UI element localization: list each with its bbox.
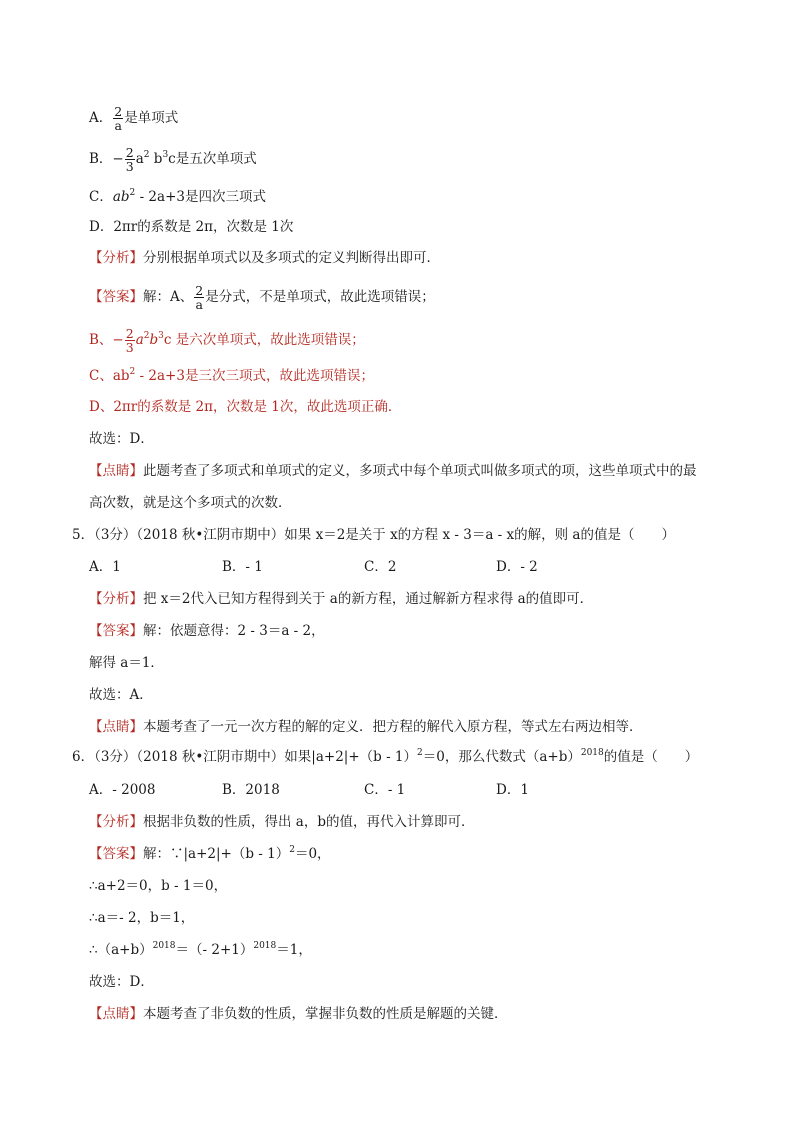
- q6-option-a: A．- 2008: [89, 782, 156, 798]
- q5-option-a: A．1: [89, 559, 121, 575]
- fraction: [125, 327, 135, 354]
- q6-answer: [89, 845, 331, 863]
- option-a: [89, 105, 178, 132]
- answer-text: 解：依题意得：2 - 3＝a - 2，: [143, 623, 325, 639]
- exponent: 2018: [580, 748, 604, 758]
- analysis-tag: 【分析】: [89, 814, 143, 830]
- q6-comment: [89, 1005, 508, 1023]
- q5-choose: 故选：A．: [89, 687, 153, 703]
- q5-analysis: [89, 590, 593, 608]
- term-b: b: [149, 332, 159, 348]
- fraction-numerator: 2: [125, 145, 134, 160]
- option-label: D．: [89, 219, 114, 235]
- comment-text: 本题考查了非负数的性质，掌握非负数的性质是解题的关键．: [143, 1006, 508, 1022]
- q5-option-c: C．2: [364, 559, 397, 575]
- fraction: [194, 284, 204, 311]
- option-text: 是五次单项式: [175, 151, 257, 167]
- line-text: - 2a+3是三次三项式，故此选项错误；: [135, 368, 374, 384]
- answer-tag: 【答案】: [89, 846, 143, 862]
- option-text: 2πr的系数是 2π，次数是 1次: [113, 219, 294, 235]
- fraction-numerator: 2: [114, 104, 123, 119]
- analysis-text: 把 x＝2代入已知方程得到关于 a的新方程，通过解新方程求得 a的值即可．: [143, 591, 594, 607]
- step-part: ＝1，: [276, 942, 312, 958]
- exponent: 2: [289, 845, 295, 855]
- expression: ab: [112, 189, 130, 205]
- analysis-text: 分别根据单项式以及多项式的定义判断得出即可．: [143, 250, 440, 266]
- q5-comment: [89, 718, 643, 736]
- term-c: c: [168, 151, 176, 167]
- fraction-numerator: 2: [195, 283, 204, 298]
- step-part: ∴（a+b）: [89, 942, 153, 958]
- fraction-denominator: a: [114, 118, 122, 133]
- stem-part: ＝0，那么代数式（a+b）: [422, 749, 581, 765]
- comment-text: 此题考查了多项式和单项式的定义，多项式中每个单项式叫做多项式的项，这些单项式中的最: [143, 463, 697, 479]
- comment-block: [89, 462, 697, 480]
- option-label: B．: [89, 151, 113, 167]
- term-b: b: [153, 151, 163, 167]
- option-b: [89, 146, 257, 173]
- minus-sign: −: [112, 151, 124, 167]
- q5-answer: [89, 622, 325, 640]
- fraction-denominator: a: [195, 297, 203, 312]
- q6-step-2: ∴a＝- 2，b＝1，: [89, 910, 195, 926]
- line-text: c 是六次单项式，故此选项错误；: [163, 332, 365, 348]
- answer-lead: 解：A、: [143, 289, 194, 305]
- answer-line-c: [89, 367, 374, 385]
- q5-option-d: D．- 2: [496, 559, 538, 575]
- fraction-numerator: 2: [125, 326, 134, 341]
- question-5-options: [0, 558, 794, 576]
- line-head: C、ab: [89, 368, 130, 384]
- answer-line-b: [89, 327, 365, 354]
- option-label: C．: [89, 189, 113, 205]
- answer-block: [89, 284, 435, 311]
- answer-tag: 【答案】: [89, 289, 143, 305]
- fraction: [113, 105, 123, 132]
- answer-line-d: D、2πr的系数是 2π，次数是 1次，故此选项正确．: [89, 399, 402, 415]
- comment-tag: 【点睛】: [89, 1006, 143, 1022]
- q6-step-1: ∴a+2＝0，b - 1＝0，: [89, 878, 228, 894]
- comment-continued: 高次数，就是这个多项式的次数．: [89, 495, 292, 511]
- q6-choose: 故选：D．: [89, 974, 154, 990]
- analysis-tag: 【分析】: [89, 591, 143, 607]
- choose-line: 故选：D．: [89, 431, 154, 447]
- exponent: 3: [162, 150, 169, 160]
- option-text: 是单项式: [124, 110, 179, 126]
- stem-part: 6．（3分）（2018 秋•江阴市期中）如果|a+2|+（b - 1）: [72, 749, 418, 765]
- line-head: B、−: [89, 332, 124, 348]
- q6-option-d: D．1: [496, 782, 529, 798]
- exponent: 2: [129, 188, 136, 198]
- analysis-text: 根据非负数的性质，得出 a，b的值，再代入计算即可．: [143, 814, 475, 830]
- comment-tag: 【点睛】: [89, 463, 143, 479]
- question-6-options: [0, 781, 794, 799]
- question-6-stem: [72, 748, 698, 766]
- exponent: 2018: [253, 941, 277, 951]
- option-d: [89, 218, 293, 236]
- exponent: 2018: [152, 941, 176, 951]
- exponent: 2: [129, 367, 136, 377]
- q6-option-b: B．2018: [222, 782, 280, 798]
- option-c: [89, 188, 266, 206]
- exponent: 2: [417, 748, 423, 758]
- q6-analysis: [89, 813, 474, 831]
- option-label: A．: [89, 110, 113, 126]
- analysis-block: [89, 249, 440, 267]
- question-5-stem: 5．（3分）（2018 秋•江阴市期中）如果 x＝2是关于 x的方程 x - 3＝a - x的解，则 a的值是（ ）: [72, 527, 675, 543]
- comment-tag: 【点睛】: [89, 719, 143, 735]
- term-a: a: [135, 332, 144, 348]
- term-a: a: [135, 151, 144, 167]
- fraction-denominator: 3: [125, 340, 134, 355]
- exponent: 2: [143, 150, 150, 160]
- exponent: 2: [143, 331, 150, 341]
- option-text: - 2a+3是四次三项式: [135, 189, 266, 205]
- q5-option-b: B．- 1: [222, 559, 263, 575]
- answer-tag: 【答案】: [89, 623, 143, 639]
- fraction: [125, 146, 135, 173]
- q5-step: 解得 a＝1．: [89, 655, 164, 671]
- comment-text: 本题考查了一元一次方程的解的定义．把方程的解代入原方程，等式左右两边相等．: [143, 719, 643, 735]
- step-part: ＝（- 2+1）: [175, 942, 254, 958]
- exponent: 3: [158, 331, 164, 341]
- answer-text: 是分式，不是单项式，故此选项错误；: [205, 289, 435, 305]
- q6-option-c: C．- 1: [364, 782, 406, 798]
- fraction-denominator: 3: [125, 159, 134, 174]
- analysis-tag: 【分析】: [89, 250, 143, 266]
- answer-part: ＝0，: [294, 846, 331, 862]
- answer-part: 解：∵|a+2|+（b - 1）: [143, 846, 290, 862]
- stem-part: 的值是（ ）: [603, 749, 699, 765]
- q6-step-3: [89, 941, 312, 959]
